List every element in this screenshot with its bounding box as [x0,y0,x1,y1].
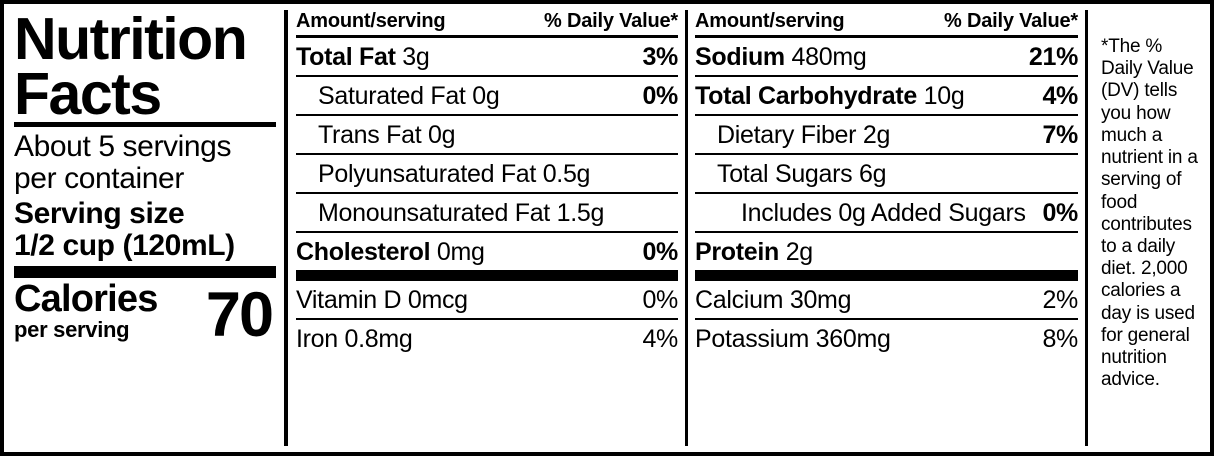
nutrient-row [296,116,678,155]
nutrient-amount: 10g [923,82,965,110]
nutrient-row [695,155,1078,194]
vitamin-row [296,281,678,320]
nutrient-name: Sodium [695,43,785,71]
vitamin-dv: 8% [1042,325,1078,353]
daily-value-footnote: *The % Daily Value (DV) tells you how much a nutrient in a serving of food contributes to a daily diet. 2,000 calories a day is used for general nutrition advice. [1101,36,1198,391]
vitamin-row [695,320,1078,357]
vitamin-dv: 4% [642,325,678,353]
nutrient-row [695,116,1078,155]
divider-above-calories [14,266,276,278]
nutrient-amount: 0g [472,82,500,110]
nutrient-dv: 0% [642,238,678,266]
nutrient-name: Protein [695,238,780,266]
nutrient-name: Monounsaturated Fat [318,199,550,227]
nutrient-row [695,233,1078,281]
calories-row [14,278,276,350]
nutrient-name: Includes 0g Added Sugars [741,199,1026,227]
nutrient-amount: 2g [785,238,813,266]
nutrient-amount: 3g [402,43,430,71]
vertical-divider-2 [685,10,688,446]
nutrient-dv: 7% [1042,121,1078,149]
column2-dv-header: % Daily Value* [944,10,1078,32]
nutrient-dv: 3% [642,43,678,71]
column2-header [695,10,1078,38]
nutrient-row [695,194,1078,233]
nutrient-amount: 6g [859,160,887,188]
nutrient-row [296,155,678,194]
nutrient-dv: 0% [642,82,678,110]
nutrient-name: Saturated Fat [318,82,466,110]
nutrient-row [296,233,678,281]
nutrient-amount: 1.5g [556,199,605,227]
nutrient-name: Total Fat [296,43,396,71]
vitamin-dv: 2% [1042,286,1078,314]
vitamin-name: Iron 0.8mg [296,325,413,353]
nutrient-name: Polyunsaturated Fat [318,160,537,188]
column2-amount-header: Amount/serving [695,10,845,32]
servings-per-container: About 5 servings per container [14,129,232,195]
vitamin-name: Potassium 360mg [695,325,891,353]
summary-column [14,6,282,446]
nutrient-amount: 2g [862,121,891,149]
nutrient-name: Total Sugars [717,160,853,188]
nutrient-name: Dietary Fiber [717,121,857,149]
nutrient-name: Total Carbohydrate [695,82,917,110]
nutrient-amount: 0g [428,121,456,149]
nutrient-amount: 0.5g [542,160,591,188]
label-title [14,6,276,127]
title-line-2: Facts [14,60,161,127]
nutrient-row [296,38,678,77]
nutrient-dv: 4% [1042,82,1078,110]
nutrient-row [296,77,678,116]
vertical-divider-1 [284,10,288,446]
vitamin-row [296,320,678,357]
nutrient-dv: 21% [1028,43,1078,71]
calories-value: 70 [205,279,272,350]
vitamin-row [695,281,1078,320]
nutrient-name: Trans Fat [318,121,422,149]
serving-size-label: Serving size [14,196,185,230]
title-line-1: Nutrition [14,6,247,72]
nutrient-row [695,38,1078,77]
nutrient-dv: 0% [1042,199,1078,227]
nutrient-column-2 [695,10,1078,446]
vitamin-name: Calcium 30mg [695,286,852,314]
vertical-divider-3 [1085,10,1088,446]
nutrient-column-1 [296,10,678,446]
vitamin-name: Vitamin D 0mcg [296,286,468,314]
serving-size-value: 1/2 cup (120mL) [14,229,235,262]
column1-dv-header: % Daily Value* [544,10,678,32]
nutrient-amount: 0mg [436,238,485,266]
calories-label: Calories [14,278,158,321]
serving-size [14,198,276,262]
nutrient-row [695,77,1078,116]
nutrient-row [296,194,678,233]
column1-header [296,10,678,38]
vitamin-dv: 0% [642,286,678,314]
calories-per-serving-label: per serving [14,317,130,343]
column1-amount-header: Amount/serving [296,10,446,32]
nutrient-name: Cholesterol [296,238,431,266]
nutrient-amount: 480mg [791,43,867,71]
